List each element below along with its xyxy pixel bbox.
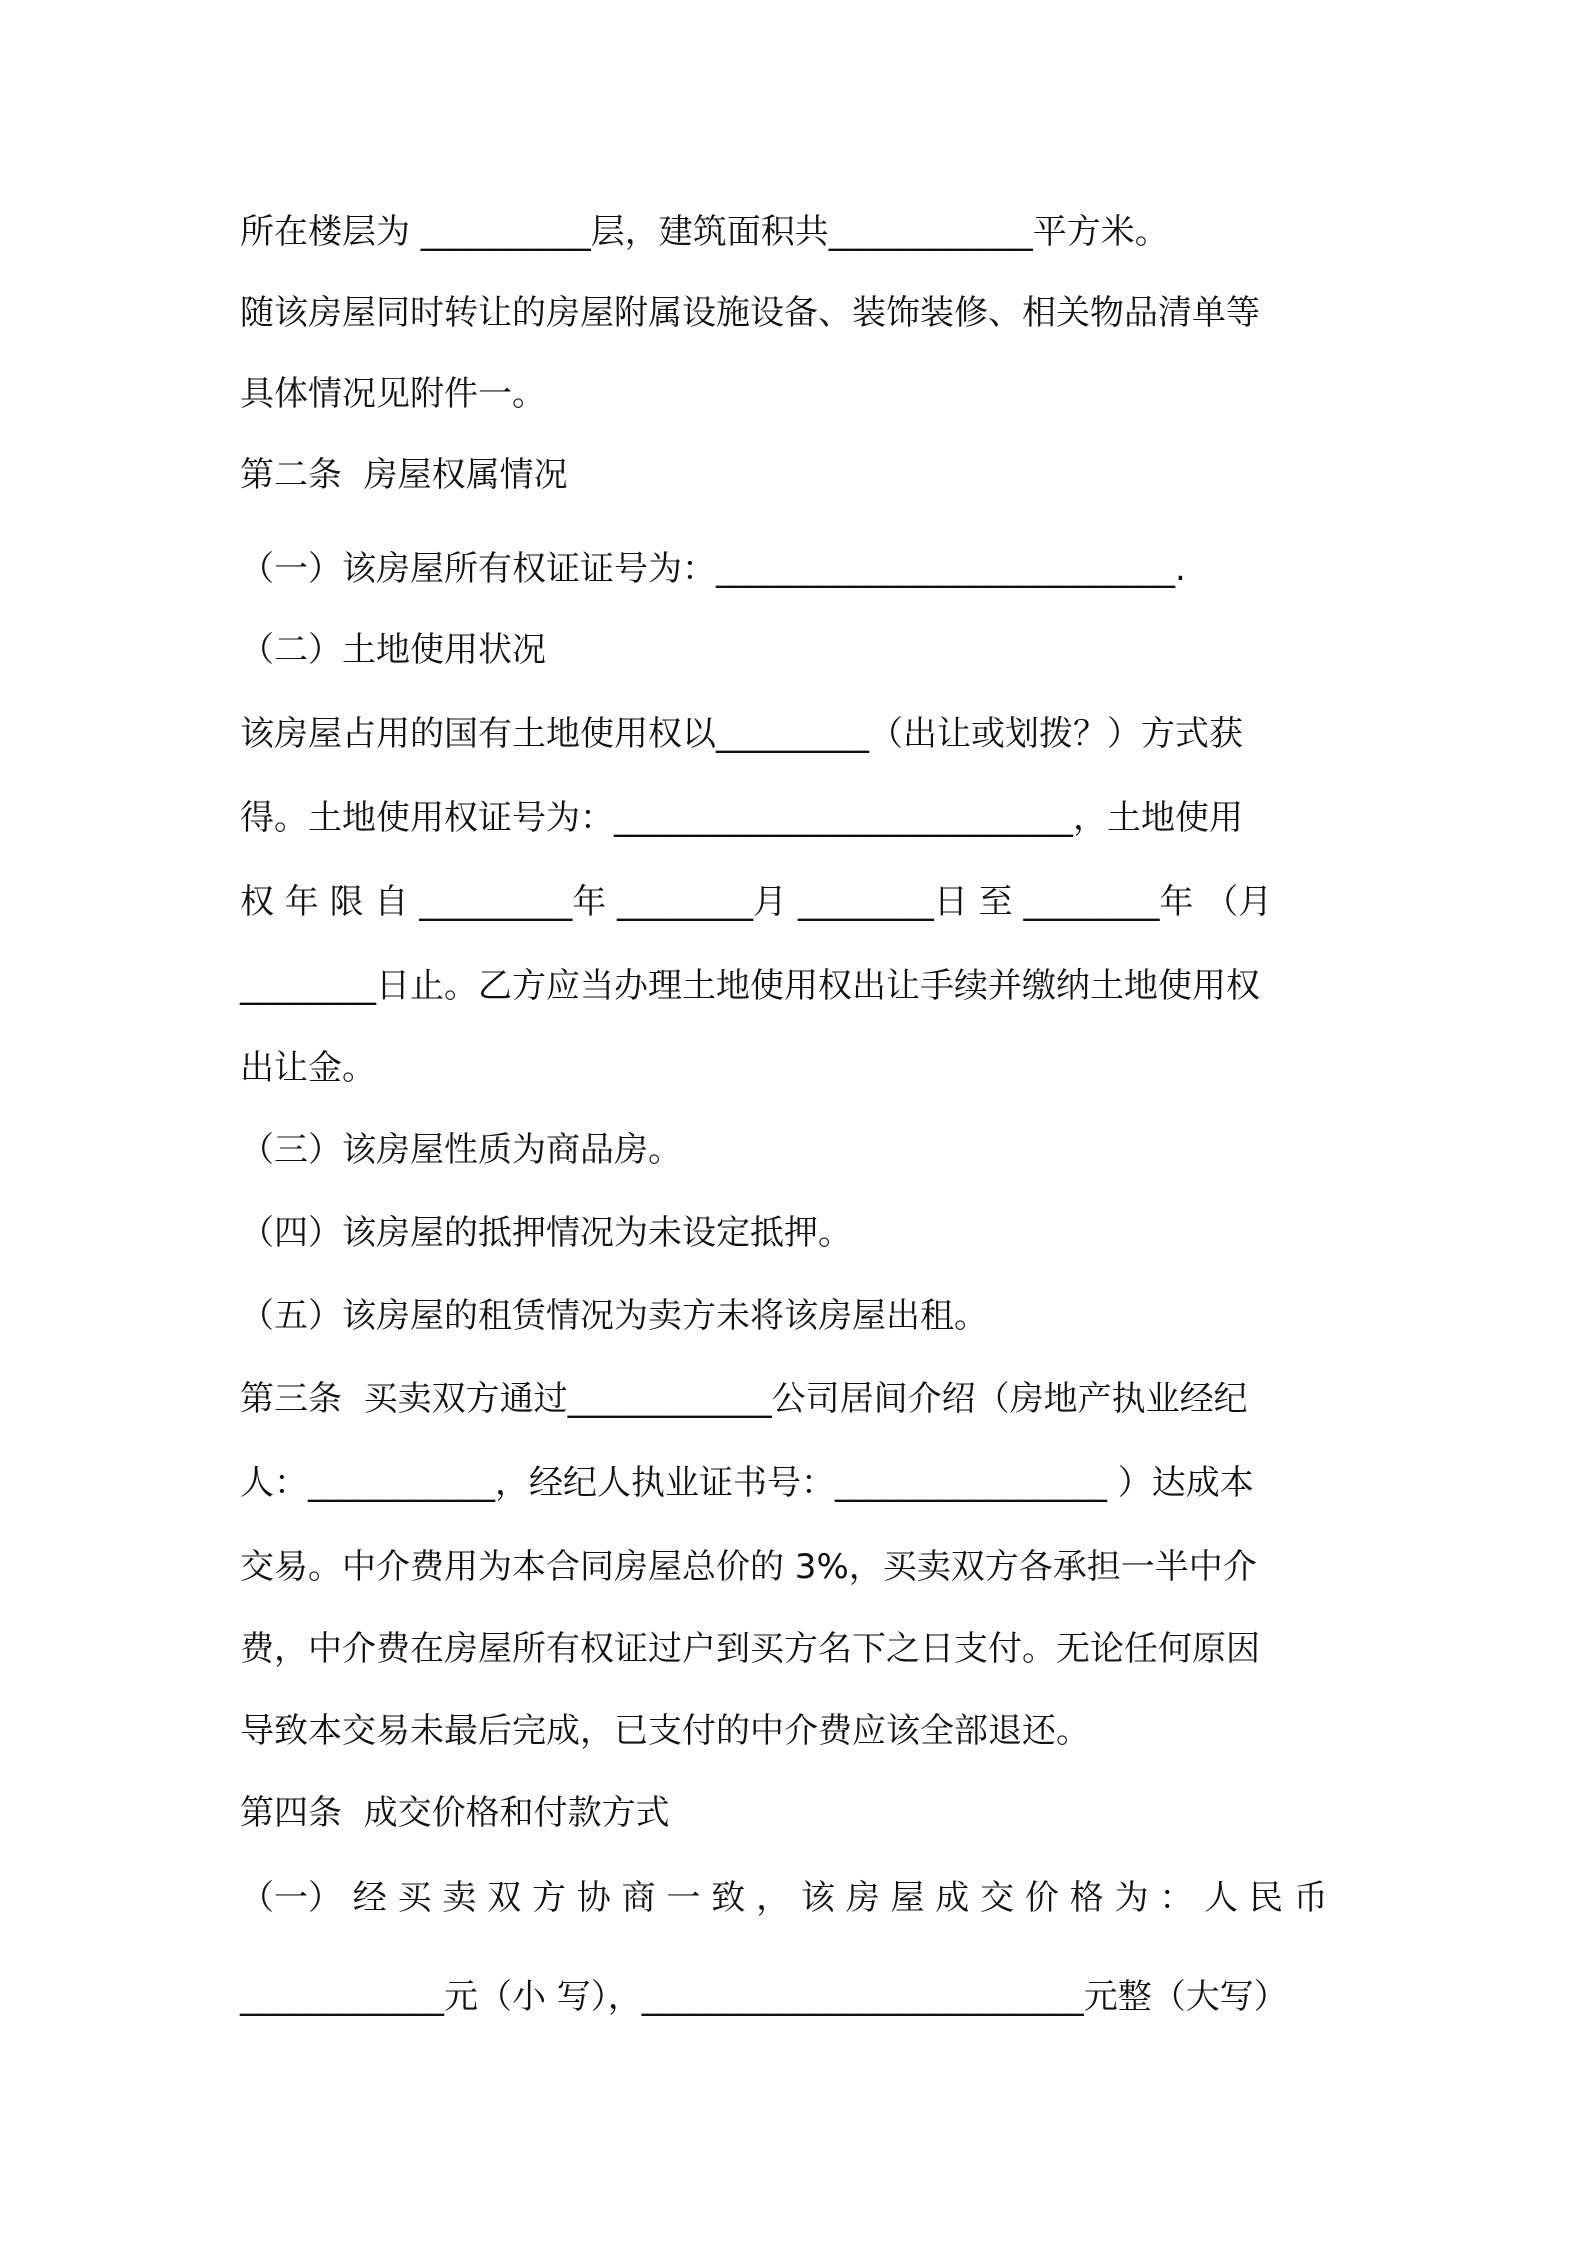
text-line-10: ________日止。乙方应当办理土地使用权出让手续并缴纳土地使用权 [240,966,1260,1006]
text-line-12: （三）该房屋性质为商品房。 [240,1130,682,1170]
text-line-16: 人：___________，经纪人执业证书号：________________ ）达成本 [240,1463,1254,1503]
text-line-17: 交易。中介费用为本合同房屋总价的 3%，买卖双方各承担一半中介 [240,1547,1257,1587]
text-line-11: 出让金。 [240,1048,376,1088]
text-line-19: 导致本交易未最后完成，已支付的中介费应该全部退还。 [240,1711,1090,1751]
text-line-7: 该房屋占用的国有土地使用权以_________（出让或划拨？）方式获 [240,714,1243,754]
text-line-13: （四）该房屋的抵押情况为未设定抵押。 [240,1213,852,1253]
text-line-3: 具体情况见附件一。 [240,374,546,414]
text-line-5: （一）该房屋所有权证证号为：___________________________. [240,549,1186,589]
text-line-9: 权 年 限 自 _________年 ________月 ________日 至 ________年 （月 [240,882,1273,922]
text-line-2: 随该房屋同时转让的房屋附属设施设备、装饰装修、相关物品清单等 [240,293,1260,333]
article-2-heading: 第二条 房屋权属情况 [240,455,568,495]
text-line-22: ____________元（小 写），__________________________元整（大写） [240,1977,1288,2017]
text-line-8: 得。土地使用权证号为：___________________________，土地使用 [240,798,1243,838]
text-line-14: （五）该房屋的租赁情况为卖方未将该房屋出租。 [240,1296,988,1336]
text-line-18: 费，中介费在房屋所有权证过户到买方名下之日支付。无论任何原因 [240,1629,1260,1669]
text-line-1: 所在楼层为 __________层，建筑面积共____________平方米。 [240,212,1169,252]
article-4-heading: 第四条 成交价格和付款方式 [240,1793,670,1833]
text-line-21: （一） 经 买 卖 双 方 协 商 一 致 ， 该 房 屋 成 交 价 格 为 ： 人 民 币 [240,1878,1328,1918]
article-3-heading: 第三条 买卖双方通过____________公司居间介绍（房地产执业经纪 [240,1379,1248,1419]
text-line-6: （二）土地使用状况 [240,630,546,670]
